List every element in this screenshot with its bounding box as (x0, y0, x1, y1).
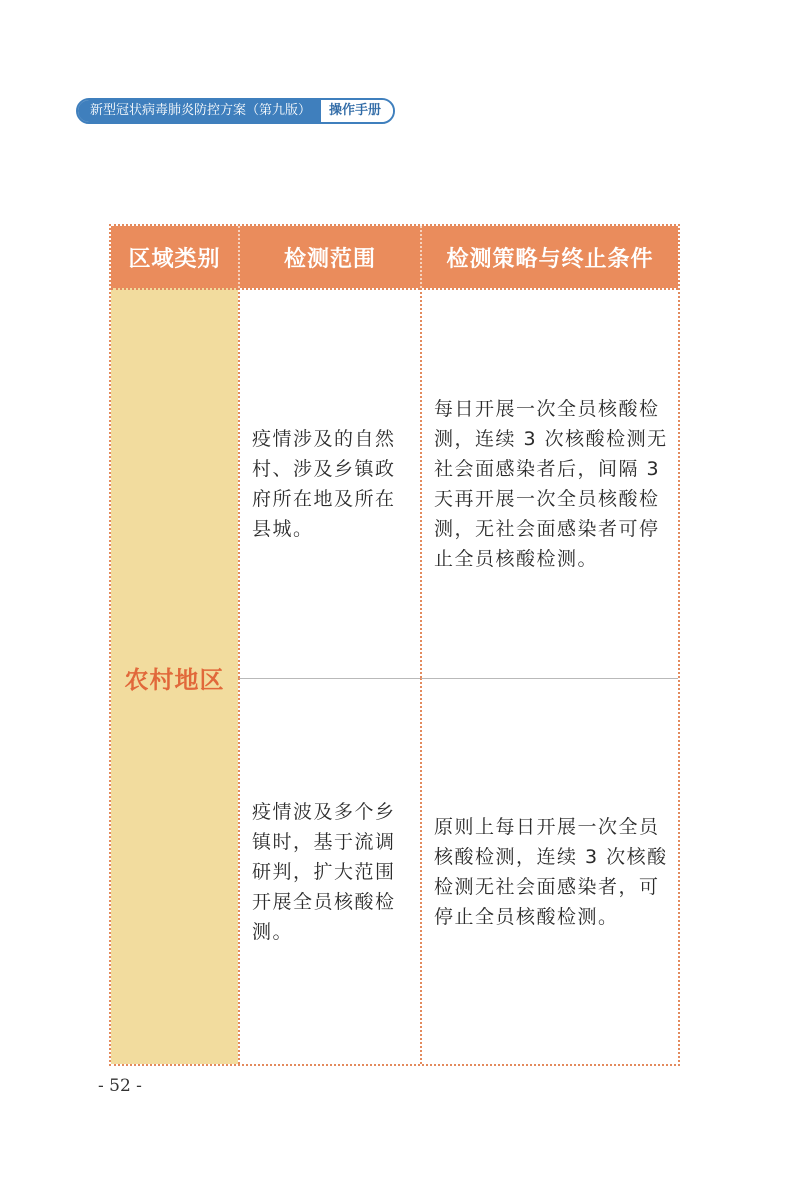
region-cell (111, 288, 238, 1064)
region-label: 农村地区 (124, 665, 225, 694)
column-header-strategy-and-termination: 检测策略与终止条件 (420, 226, 678, 288)
page-number: - 52 - (98, 1076, 142, 1096)
table-cell-strategy-row-2 (420, 678, 678, 1064)
scope-text-row-2: 疫情波及多个乡镇时，基于流调研判，扩大范围开展全员核酸检测。 (252, 800, 396, 943)
scope-text-row-1: 疫情涉及的自然村、涉及乡镇政府所在地及所在县城。 (252, 428, 396, 540)
table-cell-strategy-row-1 (420, 288, 678, 678)
testing-strategy-table (109, 224, 680, 1066)
document-header-badge (76, 98, 395, 124)
column-header-testing-scope: 检测范围 (238, 226, 420, 288)
table-cell-scope-row-1 (238, 288, 420, 678)
column-header-region-type: 区域类别 (111, 226, 238, 288)
strategy-text-row-1: 每日开展一次全员核酸检测，连续 3 次核酸检测无社会面感染者后，间隔 3 天再开展一次全员核酸检测，无社会面感染者可停止全员核酸检测。 (434, 398, 668, 570)
document-title: 新型冠状病毒肺炎防控方案（第九版） (78, 100, 321, 122)
strategy-text-row-2: 原则上每日开展一次全员核酸检测，连续 3 次核酸检测无社会面感染者，可停止全员核酸检测。 (434, 815, 668, 928)
section-label: 操作手册 (321, 100, 393, 122)
table-cell-scope-row-2 (238, 678, 420, 1064)
